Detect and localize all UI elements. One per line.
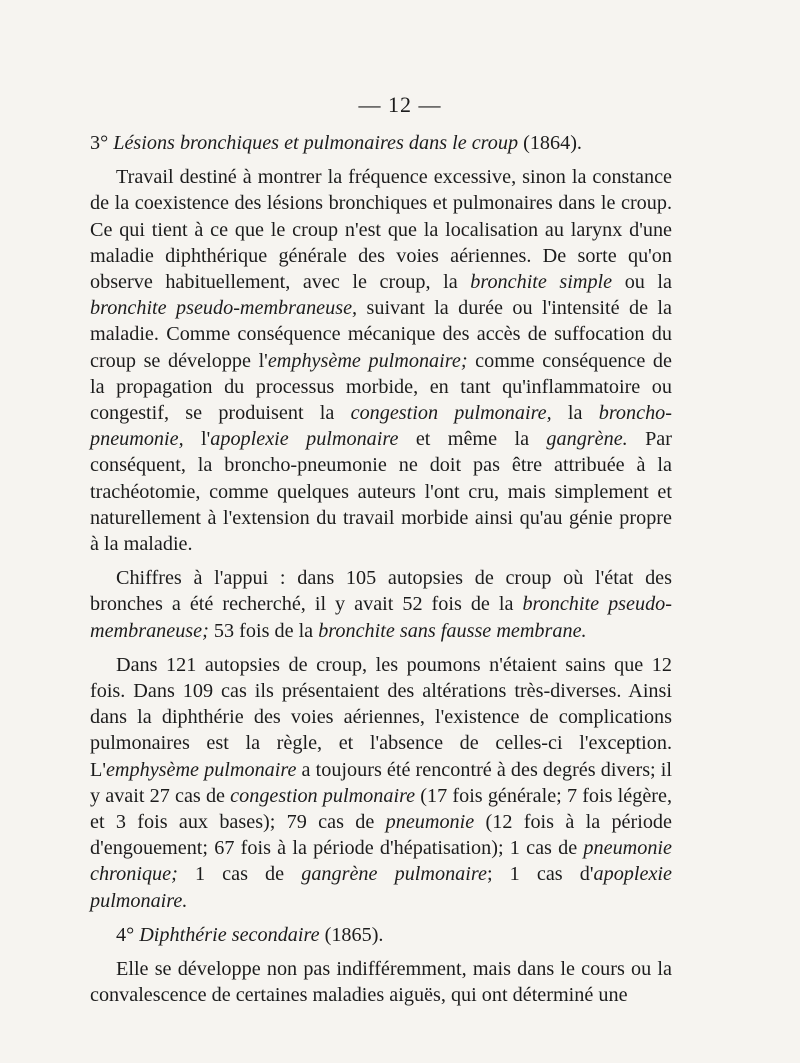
text-run: Par conséquent, la broncho-pneumonie ne doit pas être attribuée à la trachéotomie, comme quelques auteurs l'ont cru, mais simplement et naturellement à l'extension du travail morbide ainsi qu'au génie propre à la maladie. (90, 428, 672, 556)
text-run: Dans 121 autopsies de croup, les poumons n'étaient sains que 12 fois. Dans 109 cas ils présentaient des altérations très-diverses. Ainsi dans la diphthérie des voies aériennes, l'existence de complications pulmonaires est la règle, et l'absence de celles-ci l'exception. L' (90, 653, 672, 781)
paragraph-1 (90, 164, 672, 557)
italic-term: broncho-pneumonie, (90, 402, 672, 451)
italic-term: pneumonie (385, 811, 475, 834)
italic-term: emphysème pulmonaire (105, 758, 297, 781)
italic-term: bronchite pseudo-membraneuse, (90, 297, 358, 320)
page-number: — 12 — (358, 92, 442, 117)
paragraph-3 (90, 652, 672, 914)
paragraph-4 (90, 956, 672, 1008)
text-run: la (551, 402, 599, 425)
text-run: suivant la durée ou l'intensité de la maladie. Comme conséquence mécanique des accès de suffocation du croup se développe l' (90, 297, 672, 372)
italic-term: bronchite simple (470, 271, 613, 294)
text-run: (12 fois à la période d'engouement; 67 fois à la période d'hépatisation); 1 cas de (90, 811, 672, 860)
section-3-number: 3° (90, 132, 109, 154)
italic-term: congestion pulmonaire, (350, 402, 552, 425)
text-run: comme conséquence de la propagation du processus morbide, en tant qu'inflammatoire ou congestif, se produisent la (90, 349, 672, 425)
section-3-title: Lésions bronchiques et pulmonaires dans le croup (113, 132, 519, 154)
section-4-title: Diphthérie secondaire (139, 923, 320, 946)
italic-term: bronchite pseudo-membraneuse; (90, 593, 672, 642)
section-4-heading (90, 922, 672, 948)
text-run: Travail destiné à montrer la fréquence excessive, sinon la constance de la coexistence des lésions bronchiques et pulmonaires dans le croup. Ce qui tient à ce que le croup n'est que la localisation au larynx d'une maladie diphthérique générale des voies aériennes. De sorte qu'on observe habituellement, avec le croup, la (90, 166, 672, 294)
italic-term: apoplexie pulmonaire. (90, 863, 672, 912)
section-4-year: (1865). (319, 923, 384, 946)
text-run: ; 1 cas d' (486, 863, 594, 886)
text-body (90, 130, 672, 1009)
italic-term: gangrène. (546, 428, 628, 451)
text-run: et même la (398, 428, 547, 451)
italic-term: gangrène pulmonaire (301, 863, 487, 886)
text-run: (17 fois générale; 7 fois légère, et 3 fois aux bases); 79 cas de (90, 784, 673, 834)
text-run: ou la (612, 271, 673, 294)
italic-term: bronchite sans fausse membrane. (318, 619, 587, 642)
text-run: 53 fois de la (208, 619, 319, 642)
italic-term: congestion pulmonaire (230, 784, 416, 807)
text-run: l' (183, 428, 211, 451)
text-run: a toujours été rencontré à des degrés divers; il y avait 27 cas de (90, 758, 672, 807)
italic-term: emphysème pulmonaire; (267, 349, 468, 372)
text-run: 1 cas de (177, 863, 302, 886)
italic-term: pneumonie chronique; (90, 837, 672, 886)
text-run: Chiffres à l'appui : dans 105 autopsies de croup où l'état des bronches a été recherché, il y avait 52 fois de la (90, 567, 672, 616)
italic-term: apoplexie pulmonaire (210, 428, 399, 451)
section-4-number: 4° (116, 923, 135, 946)
section-3-year: (1864). (518, 132, 582, 154)
section-3-heading (90, 130, 672, 156)
paragraph-2 (90, 565, 672, 644)
text-run: Elle se développe non pas indifféremment, mais dans le cours ou la convalescence de certaines maladies aiguës, qui ont déterminé une (90, 958, 672, 1007)
